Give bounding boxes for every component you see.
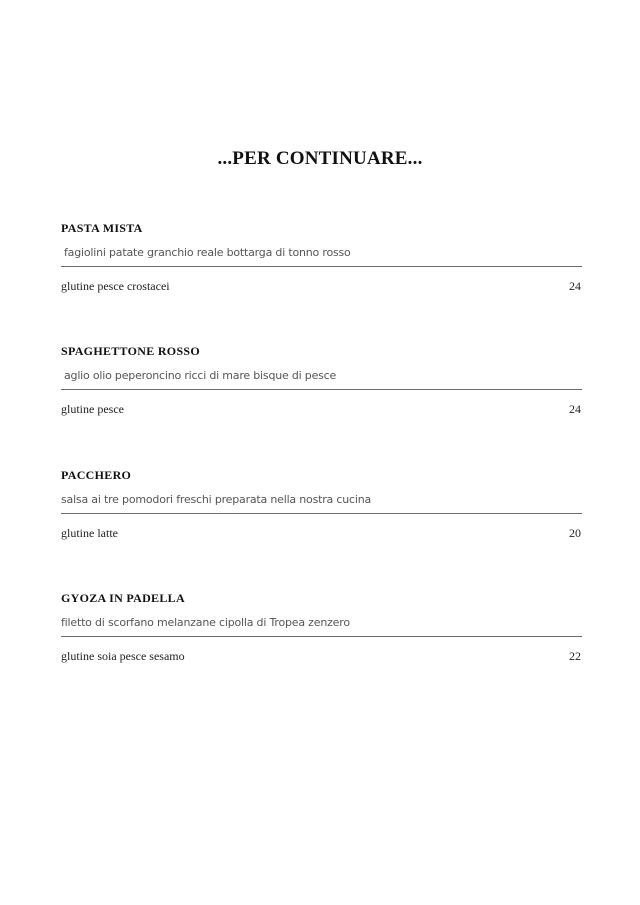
item-name: PASTA MISTA (61, 221, 143, 235)
item-name: SPAGHETTONE ROSSO (61, 344, 201, 358)
item-allergens: glutine pesce crostacei (61, 279, 170, 293)
item-allergens: glutine soia pesce sesamo (61, 649, 185, 663)
item-name: GYOZA IN PADELLA (61, 591, 185, 605)
item-allergens: glutine latte (61, 526, 118, 540)
item-price: 20 (569, 526, 581, 540)
item-name: PACCHERO (61, 468, 132, 482)
item-allergens: glutine pesce (61, 402, 124, 416)
item-description: filetto di scorfano melanzane cipolla di Tropea zenzero (61, 616, 582, 637)
item-price: 24 (569, 279, 581, 293)
item-price: 22 (569, 649, 581, 663)
item-description: aglio olio peperoncino ricci di mare bisque di pesce (61, 369, 582, 390)
item-description: fagiolini patate granchio reale bottarga di tonno rosso (61, 246, 582, 267)
item-description: salsa ai tre pomodori freschi preparata nella nostra cucina (61, 493, 582, 514)
item-price: 24 (569, 402, 581, 416)
page-title: ...PER CONTINUARE... (217, 148, 423, 169)
